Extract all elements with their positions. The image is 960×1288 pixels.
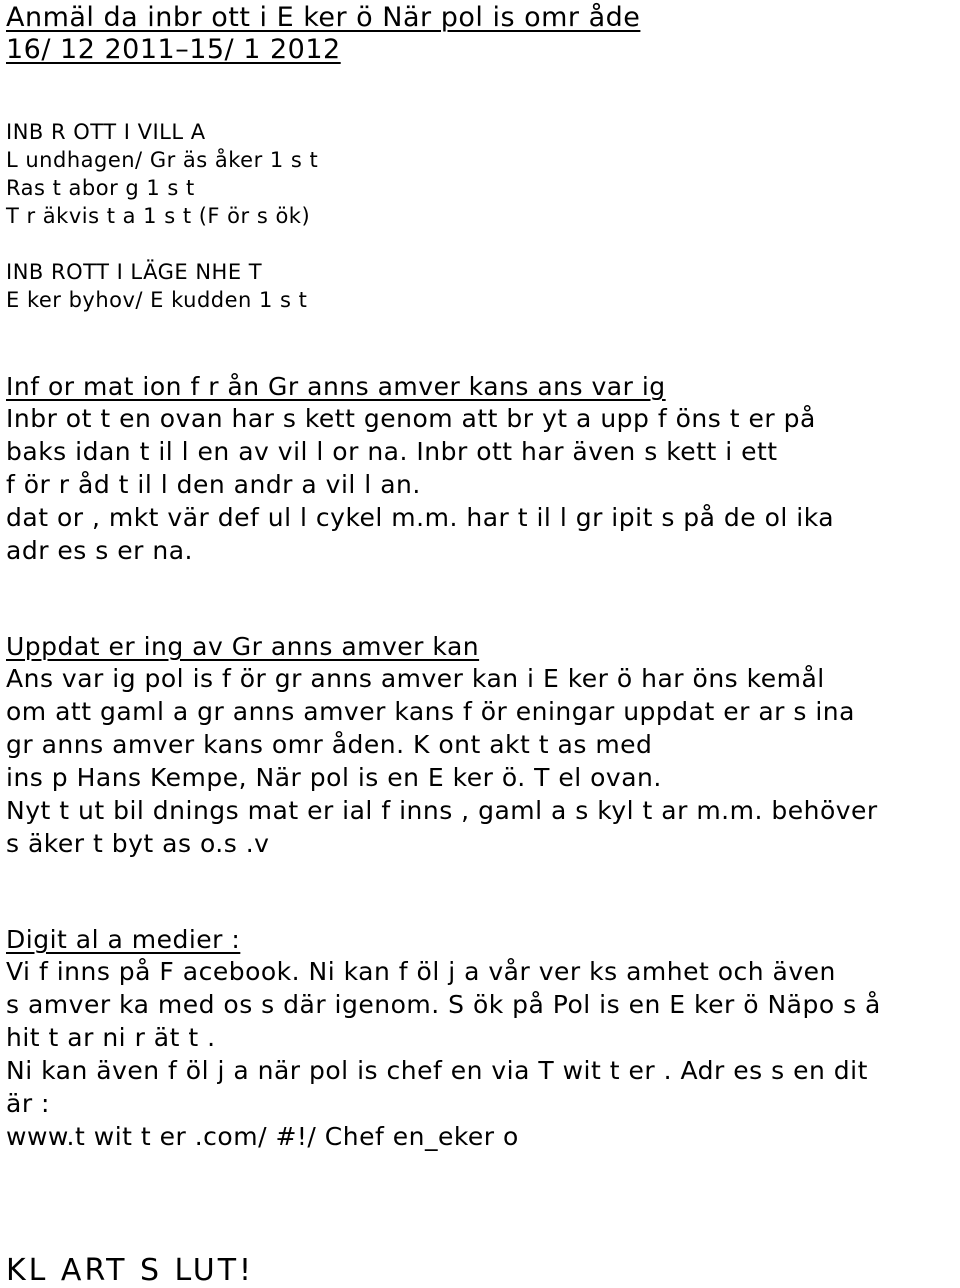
villa-line: Ras t abor g 1 s t — [6, 176, 195, 200]
villa-heading: INB R OTT I VILL A — [6, 120, 206, 144]
lagenhet-line: E ker byhov/ E kudden 1 s t — [6, 288, 308, 312]
uppdatering-line: s äker t byt as o.s .v — [6, 829, 270, 858]
date-range: 16/ 12 2011–15/ 1 2012 — [6, 34, 341, 65]
uppdatering-heading: Uppdat er ing av Gr anns amver kan — [6, 632, 480, 661]
closing-text: KL ART S LUT! — [6, 1253, 255, 1288]
uppdatering-line: om att gaml a gr anns amver kans f ör eningar uppdat er ar s ina — [6, 697, 855, 726]
digital-line: är : — [6, 1089, 50, 1118]
info-line: Inbr ot t en ovan har s kett genom att br yt a upp f öns t er på — [6, 404, 816, 433]
twitter-link[interactable]: www.t wit t er .com/ #!/ Chef en_eker o — [6, 1122, 519, 1151]
document-title: Anmäl da inbr ott i E ker ö När pol is omr åde — [6, 2, 641, 33]
lagenhet-heading: INB ROTT I LÄGE NHE T — [6, 260, 263, 284]
digital-line: Vi f inns på F acebook. Ni kan f öl j a vår ver ks amhet och även — [6, 957, 836, 986]
digital-line: Ni kan även f öl j a när pol is chef en via T wit t er . Adr es s en dit — [6, 1056, 868, 1085]
digital-heading: Digit al a medier : — [6, 925, 241, 954]
uppdatering-line: gr anns amver kans omr åden. K ont akt t as med — [6, 730, 653, 759]
info-line: baks idan t il l en av vil l or na. Inbr ott har även s kett i ett — [6, 437, 778, 466]
digital-line: hit t ar ni r ät t . — [6, 1023, 216, 1052]
info-line: f ör r åd t il l den andr a vil l an. — [6, 470, 421, 499]
villa-line: T r äkvis t a 1 s t (F ör s ök) — [6, 204, 311, 228]
info-line: adr es s er na. — [6, 536, 193, 565]
info-line: dat or , mkt vär def ul l cykel m.m. har t il l gr ipit s på de ol ika — [6, 503, 835, 532]
info-heading: Inf or mat ion f r ån Gr anns amver kans ans var ig — [6, 372, 666, 401]
villa-line: L undhagen/ Gr äs åker 1 s t — [6, 148, 319, 172]
digital-line: s amver ka med os s där igenom. S ök på Pol is en E ker ö Näpo s å — [6, 990, 881, 1019]
uppdatering-line: ins p Hans Kempe, När pol is en E ker ö. T el ovan. — [6, 763, 662, 792]
uppdatering-line: Ans var ig pol is f ör gr anns amver kan i E ker ö har öns kemål — [6, 664, 825, 693]
uppdatering-line: Nyt t ut bil dnings mat er ial f inns , gaml a s kyl t ar m.m. behöver — [6, 796, 878, 825]
